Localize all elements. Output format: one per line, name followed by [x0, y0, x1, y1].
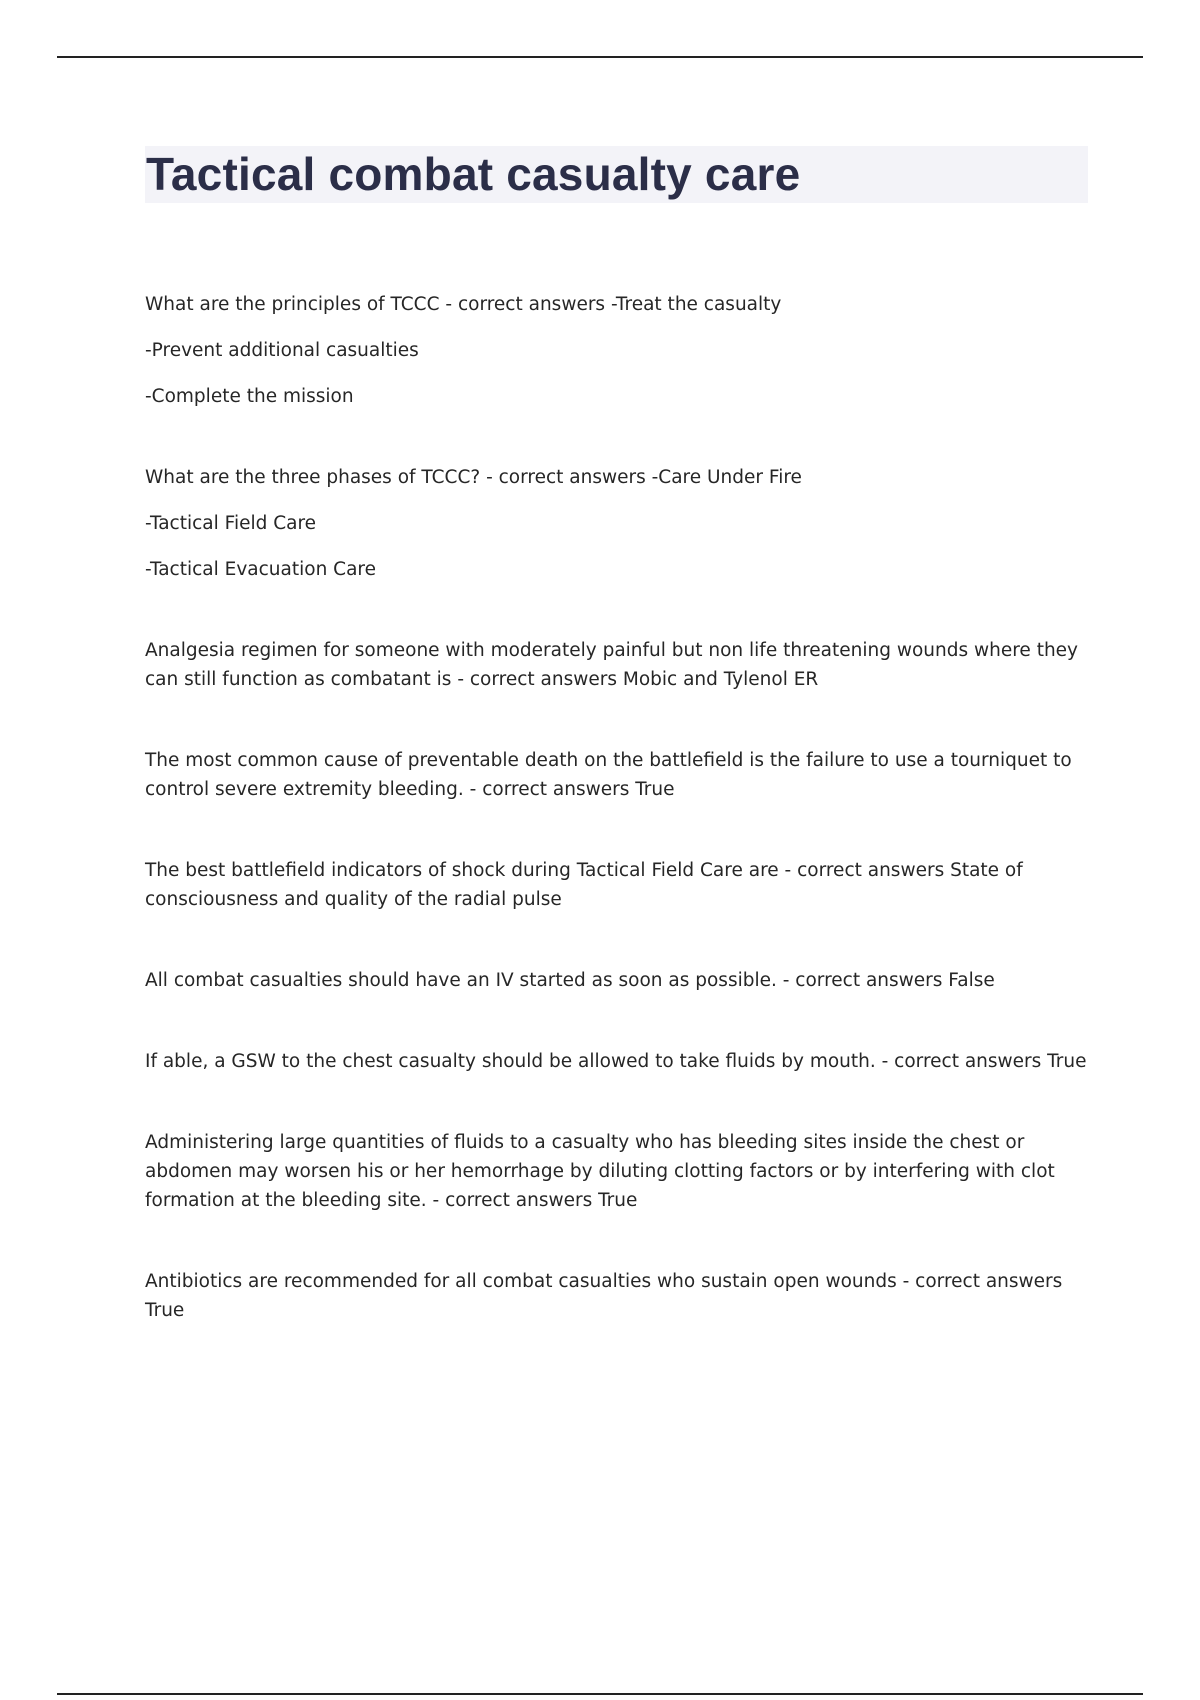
- qa-text: Antibiotics are recommended for all combat casualties who sustain open wounds - correct answers True: [145, 1271, 1063, 1321]
- top-rule: [57, 56, 1143, 58]
- page-title: Tactical combat casualty care: [146, 148, 801, 200]
- qa-question: What are the three phases of TCCC? - correct answers -Care Under Fire: [145, 467, 802, 488]
- qa-text: Analgesia regimen for someone with moderately painful but non life threatening wounds where they can still function as combatant is - correct answers Mobic and Tylenol ER: [145, 640, 1079, 690]
- qa-item: [145, 290, 1090, 411]
- qa-item: [145, 1267, 1090, 1325]
- qa-list: [145, 290, 1090, 1377]
- qa-item: [145, 463, 1090, 584]
- qa-question: What are the principles of TCCC - correct answers -Treat the casualty: [145, 294, 782, 315]
- qa-item: [145, 966, 1090, 995]
- qa-item: [145, 636, 1090, 694]
- qa-answer-line: -Complete the mission: [145, 386, 354, 407]
- bottom-rule: [57, 1693, 1143, 1695]
- qa-answer-line: -Tactical Field Care: [145, 513, 317, 534]
- qa-text: Administering large quantities of fluids to a casualty who has bleeding sites inside the chest or abdomen may worsen his or her hemorrhage by diluting clotting factors or by interfering with clot formation at the bleeding site. - correct answers True: [145, 1132, 1055, 1211]
- qa-text: The most common cause of preventable death on the battlefield is the failure to use a tourniquet to control severe extremity bleeding. - correct answers True: [145, 750, 1072, 800]
- qa-text: The best battlefield indicators of shock during Tactical Field Care are - correct answers State of consciousness and quality of the radial pulse: [145, 860, 1023, 910]
- qa-item: [145, 1047, 1090, 1076]
- qa-text: All combat casualties should have an IV started as soon as possible. - correct answers False: [145, 970, 995, 991]
- qa-item: [145, 746, 1090, 804]
- qa-item: [145, 1128, 1090, 1215]
- qa-answer-line: -Prevent additional casualties: [145, 340, 419, 361]
- qa-item: [145, 856, 1090, 914]
- qa-answer-line: -Tactical Evacuation Care: [145, 559, 377, 580]
- qa-text: If able, a GSW to the chest casualty should be allowed to take fluids by mouth. - correct answers True: [145, 1051, 1087, 1072]
